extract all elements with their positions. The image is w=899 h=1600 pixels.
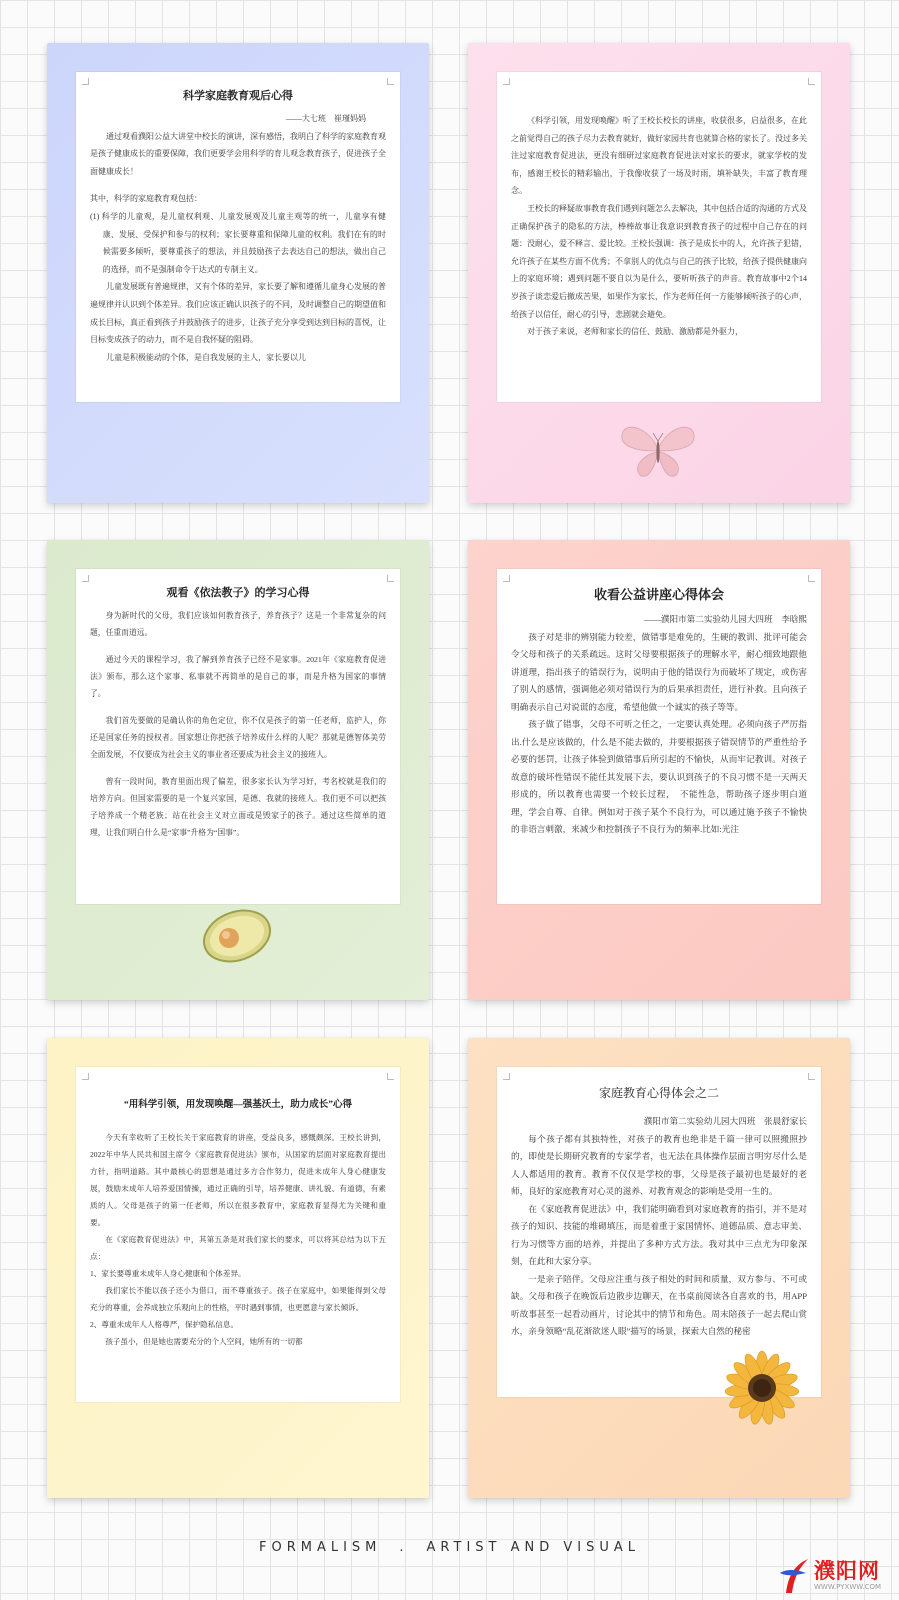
doc-paragraph: 2、尊重未成年人人格尊严，保护隐私信息。 bbox=[90, 1320, 239, 1329]
crop-mark bbox=[82, 575, 89, 582]
note-card-3 bbox=[47, 540, 429, 1000]
crop-mark bbox=[387, 78, 394, 85]
note-card-2 bbox=[468, 43, 850, 503]
avocado-icon bbox=[201, 906, 273, 964]
doc-paragraph: 通过观看濮阳公益大讲堂中校长的演讲，深有感悟，我明白了科学的家庭教育观是孩子健康成长的重要保障，我们更要学会用科学的育儿观念教育孩子，促进孩子全面健康成长！ bbox=[90, 131, 386, 176]
note-card-4 bbox=[468, 540, 850, 1000]
site-logo bbox=[776, 1555, 894, 1595]
crop-mark bbox=[808, 78, 815, 85]
doc-paragraph: 身为新时代的父母，我们应该如何教育孩子，养育孩子？这是一个非常复杂的问题，任重而道远。 bbox=[90, 611, 386, 637]
butterfly-icon bbox=[618, 421, 698, 481]
doc-paragraph: 儿童是积极能动的个体，是自我发展的主人，家长要以儿 bbox=[106, 352, 306, 362]
doc-paragraph: 对于孩子来说，老师和家长的信任、鼓励、激励都是外驱力， bbox=[527, 327, 743, 337]
doc-title: 科学家庭教育观后心得 bbox=[183, 90, 293, 102]
doc-paragraph: 孩子对是非的辨别能力较差，做错事是难免的，生硬的教训、批评可能会令父母和孩子的关系疏远。这时父母要根据孩子的理解水平，耐心细致地跟他讲道理，指出孩子的错误行为，说明由于他的错误行为而破坏了规定，或伤害了别人的感情，强调他必须对错误行为的后果承担责任，进行补救。且向孩子明确表示自己对说谎的态度，希望他做一个诚实的孩子等等。 bbox=[511, 631, 807, 712]
doc-title: 家庭教育心得体会之二 bbox=[598, 1086, 719, 1100]
document-page bbox=[497, 72, 821, 402]
doc-title: 观看《依法教子》的学习心得 bbox=[166, 587, 310, 599]
crop-mark bbox=[808, 1073, 815, 1080]
doc-paragraph: 《科学引领，用发现唤醒》听了王校长校长的讲座，收获很多，启益很多，在此之前觉得自己的孩子尽力去教育就好，做好家园共育也就算合格的家长了。没过多关注过家庭教育促进法，更没有细研过家庭教育促进法对家长的要求，就家学校的发布，感谢王校长的精彩输出，于我像收获了一场及时雨，填补缺失，丰富了教育理念。 bbox=[511, 116, 807, 196]
doc-paragraph: (1) 科学的儿童观，是儿童权利观、儿童发展观及儿童主观等的统一，儿童享有健康、发展、受保护和参与的权利；家长要尊重和保障儿童的权利。我们在有的时候需要多倾听，要尊重孩子的想法，并且鼓励孩子去表达自己的想法，做出自己的选择，而不是强制命令于达式的专制主义。 bbox=[90, 211, 386, 274]
doc-paragraph: 王校长的释疑故事教育我们遇到问题怎么去解决，其中包括合适的沟通的方式及正确保护孩子的隐私的方法，棒棒故事让我意识到教育孩子的过程中自己存在的问题：没耐心，爱不释言、爱比较。王校长强调：孩子是成长中的人，允许孩子犯错，允许孩子在某些方面不优秀；不拿别人的优点与自己的孩子比较，给孩子提供健康向上的家庭环境；遇到问题不要自以为是什么，要听听孩子的声音。教育故事中2个14岁孩子谈恋爱后撤成苦果，如果作为家长，作为老师任何一方能够倾听孩子的心声，给孩子以信任，耐心的引导，悲剧就会避免。 bbox=[511, 203, 807, 319]
logo-text: 濮阳网 bbox=[814, 1559, 880, 1583]
doc-author: ——濮阳市第二实验幼儿园大四班 李晗熙 bbox=[643, 614, 807, 624]
document-page bbox=[497, 1067, 821, 1397]
doc-paragraph: 其中，科学的家庭教育观包括： bbox=[90, 194, 202, 204]
doc-title: 收看公益讲座心得体会 bbox=[593, 587, 724, 602]
doc-paragraph: 在《家庭教育促进法》中，其第五条是对我们家长的要求，可以将其总结为以下五点： bbox=[90, 1235, 386, 1261]
document-page bbox=[76, 1067, 400, 1402]
doc-paragraph: 1、家长要尊重未成年人身心健康和个体差异。 bbox=[90, 1269, 246, 1278]
document-page bbox=[76, 569, 400, 904]
logo-mark-icon bbox=[776, 1555, 812, 1595]
note-card-5 bbox=[47, 1038, 429, 1498]
doc-paragraph: 在《家庭教育促进法》中，我们能明确看到对家庭教育的指引，并不是对孩子的知识、技能的堆砌填压，而是着重于家国情怀、道德品质、意志审美、行为习惯等方面的培养，并提出了多种方式方法。我对其中三点尤为印象深刻，在此和大家分享。 bbox=[511, 1203, 807, 1266]
logo-url: WWW.PYXWW.COM bbox=[814, 1583, 882, 1591]
note-card-1 bbox=[47, 43, 429, 503]
crop-mark bbox=[387, 575, 394, 582]
crop-mark bbox=[82, 1073, 89, 1080]
doc-paragraph: 我们首先要做的是确认你的角色定位，你不仅是孩子的第一任老师，监护人，你还是国家任务的授权者。国家想让你把孩子培养成什么样的人呢？那就是德智体美劳全面发展，不仅要成为社会主义的事业者还要成为社会主义的接班人。 bbox=[90, 716, 386, 759]
doc-paragraph: 我们家长不能以孩子还小为借口，而不尊重孩子。孩子在家庭中，如果能得到父母充分的尊重，会养成独立乐观向上的性格，平时遇到事情，也更愿意与家长倾诉。 bbox=[90, 1286, 386, 1312]
sunflower-icon bbox=[723, 1349, 801, 1427]
crop-mark bbox=[82, 78, 89, 85]
doc-paragraph: 通过今天的课程学习，我了解到养育孩子已经不是家事。2021年《家庭教育促进法》颁布，那么这个家事、私事就不再简单的是自己的事，而是升格为国家的事情了。 bbox=[90, 655, 386, 698]
document-page bbox=[76, 72, 400, 402]
doc-title: “用科学引领，用发现唤醒—强基沃土，助力成长”心得 bbox=[123, 1100, 352, 1110]
document-page bbox=[497, 569, 821, 904]
doc-paragraph: 每个孩子都有其独特性，对孩子的教育也绝非是千篇一律可以照搬照抄的，即使是长期研究教育的专家学者，也无法在具体操作层面言明穷尽什么是人人都适用的教育。教育不仅仅是学校的事，父母是孩子最初也是最好的老师，良好的家庭教育对心灵的滋养、对教育观念的影响是受用一生的。 bbox=[511, 1133, 807, 1196]
doc-paragraph: 儿童发展既有普遍规律，又有个体的差异，家长要了解和遵循儿童身心发展的普遍规律并认识到个体差异。我们应该正确认识孩子的不同，及时调整自己的期望值和成长目标，真正看到孩子并鼓励孩子的进步，让孩子充分享受到达到目标的喜悦，让目标变成孩子的动力，而不是自我怀疑的阻碍。 bbox=[90, 282, 386, 345]
doc-paragraph: 曾有一段时间，教育里面出现了偏差，很多家长认为学习好，考名校就是我们的培养方向。但国家需要的是一个复兴家国，是德、我就的接班人。我们更不可以把孩子培养成一个精老族；站在社会主义对立面或是毁家子的孩子。通过这些简单的道理，让我们明白什么是“家事”升格为“国事”。 bbox=[90, 777, 386, 837]
crop-mark bbox=[503, 1073, 510, 1080]
note-card-6 bbox=[468, 1038, 850, 1498]
doc-paragraph: 孩子虽小，但是她也需要充分的个人空间，她所有的一切都 bbox=[105, 1337, 303, 1346]
crop-mark bbox=[808, 575, 815, 582]
crop-mark bbox=[503, 575, 510, 582]
footer-tagline: FORMALISM . ARTIST AND VISUAL bbox=[259, 1540, 640, 1555]
doc-paragraph: 孩子做了错事，父母不可听之任之，一定要认真处理。必须向孩子严厉指出.什么是应该做的，什么是不能去做的，并要根据孩子错误情节的严重性给予必要的惩罚，让孩子体验到做错事后所引起的不愉快，从而牢记教训。对孩子故意的破坏性错误不能任其发展下去，要认识到孩子的不良习惯不是一天两天形成的，所以教育也需要一个较长过程， 不能性急，帮助孩子逐步明白道理，学会自尊、自律。例如对于孩子某个不良行为，可以通过施予孩子不愉快的非语言刺激，来减少和控制孩子不良行为的频率.比如:光注 bbox=[511, 719, 807, 834]
doc-author: ——大七班 崔瑾妈妈 bbox=[286, 114, 366, 123]
doc-paragraph: 一是亲子陪伴。父母应注重与孩子相处的时间和质量，双方参与、不可或缺。父母和孩子在晚饭后边散步边聊天，在书桌前阅读各自喜欢的书，用APP听故事甚至一起看动画片，讨论其中的情节和角色。周末陪孩子一起去爬山赏水，亲身领略“乱花渐欲迷人眼”描写的场景，探索大自然的秘密 bbox=[511, 1273, 807, 1336]
crop-mark bbox=[387, 1073, 394, 1080]
doc-paragraph: 今天有幸收听了王校长关于家庭教育的讲座，受益良多，感慨颇深。王校长讲到，2022年中华人民共和国主席令《家庭教育促进法》颁布，从国家的层面对家庭教育提出方针，指明道路。其中最核心的思想是通过多方合作努力，促进未成年人身心健康发展，鼓励未成年人培养爱国情操，通过正确的引导，培养健康、讲礼貌、有道德，有素质的人。父母是孩子的第一任老师，所以在很多教育中，家庭教育显得尤为关键和重要。 bbox=[90, 1133, 386, 1227]
crop-mark bbox=[503, 78, 510, 85]
doc-author: 濮阳市第二实验幼儿园大四班 张晨舒家长 bbox=[643, 1116, 807, 1126]
